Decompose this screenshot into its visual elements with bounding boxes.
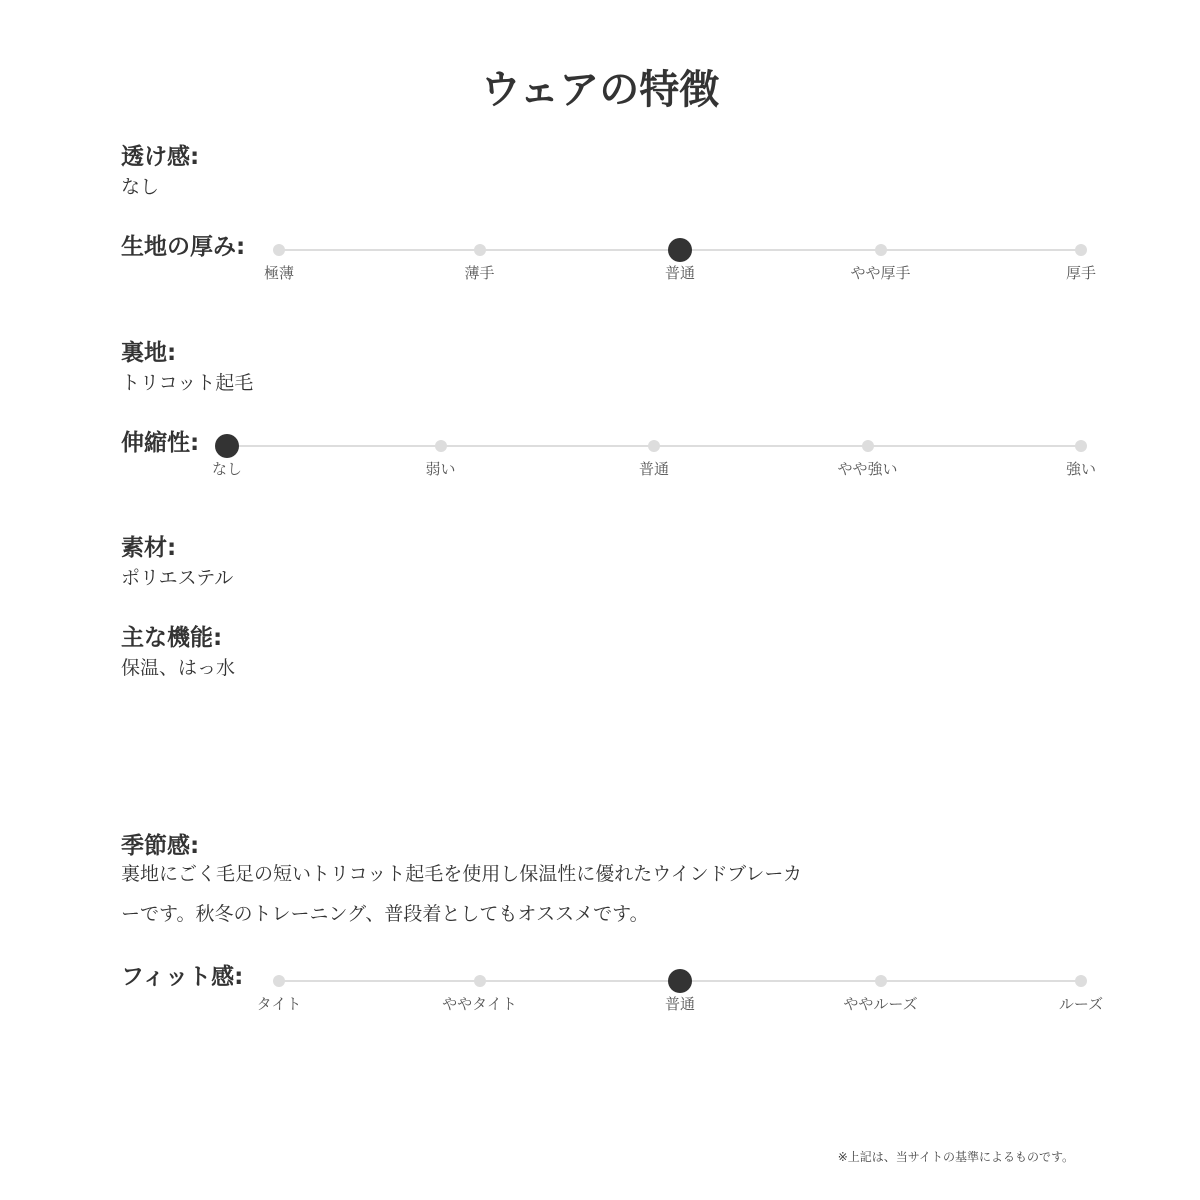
stretch-scale — [0, 436, 1200, 496]
fit-scale-dot — [273, 975, 285, 987]
fit-label: フィット感: — [121, 964, 244, 990]
functions-value: 保温、はっ水 — [121, 657, 236, 679]
thickness-scale-dot — [474, 244, 486, 256]
thickness-scale — [0, 240, 1200, 300]
thickness-option-label: 普通 — [664, 264, 695, 282]
footnote: ※上記は、当サイトの基準によるものです。 — [837, 1150, 1074, 1164]
stretch-selected-marker — [215, 434, 239, 458]
stretch-option-label: 普通 — [638, 460, 669, 478]
fit-scale-dot — [875, 975, 887, 987]
stretch-scale-dot — [648, 440, 660, 452]
fit-selected-marker — [668, 969, 692, 993]
fit-scale — [0, 971, 1200, 1031]
fit-option-label: ややタイト — [442, 995, 517, 1013]
stretch-option-label: なし — [211, 460, 242, 478]
stretch-option-label: 強い — [1065, 460, 1096, 478]
fit-scale-dot — [474, 975, 486, 987]
season-description-line-1: 裏地にごく毛足の短いトリコット起毛を使用し保温性に優れたウインドブレーカ — [121, 863, 802, 885]
material-value: ポリエステル — [121, 567, 234, 589]
thickness-scale-dot — [1075, 244, 1087, 256]
material-label: 素材: — [121, 535, 177, 561]
fit-option-label: 普通 — [664, 995, 695, 1013]
stretch-option-label: やや強い — [837, 460, 898, 478]
functions-label: 主な機能: — [121, 625, 223, 651]
thickness-scale-dot — [875, 244, 887, 256]
thickness-scale-dot — [273, 244, 285, 256]
fit-option-label: ルーズ — [1058, 995, 1104, 1013]
thickness-option-label: 極薄 — [263, 264, 294, 282]
transparency-label: 透け感: — [121, 144, 200, 170]
lining-label: 裏地: — [121, 340, 177, 366]
page-title: ウェアの特徴 — [480, 67, 720, 113]
stretch-label: 伸縮性: — [121, 430, 200, 456]
season-description-line-2: ーです。秋冬のトレーニング、普段着としてもオススメです。 — [121, 903, 649, 925]
thickness-label: 生地の厚み: — [121, 234, 246, 260]
thickness-option-label: 厚手 — [1065, 264, 1096, 282]
thickness-selected-marker — [668, 238, 692, 262]
fit-option-label: タイト — [256, 995, 302, 1013]
stretch-scale-dot — [435, 440, 447, 452]
stretch-scale-dot — [1075, 440, 1087, 452]
transparency-value: なし — [121, 176, 160, 198]
season-label: 季節感: — [121, 833, 200, 859]
stretch-option-label: 弱い — [425, 460, 456, 478]
thickness-option-label: 薄手 — [464, 264, 495, 282]
fit-scale-dot — [1075, 975, 1087, 987]
stretch-scale-dot — [862, 440, 874, 452]
fit-option-label: ややルーズ — [843, 995, 918, 1013]
thickness-option-label: やや厚手 — [850, 264, 911, 282]
lining-value: トリコット起毛 — [121, 372, 254, 394]
